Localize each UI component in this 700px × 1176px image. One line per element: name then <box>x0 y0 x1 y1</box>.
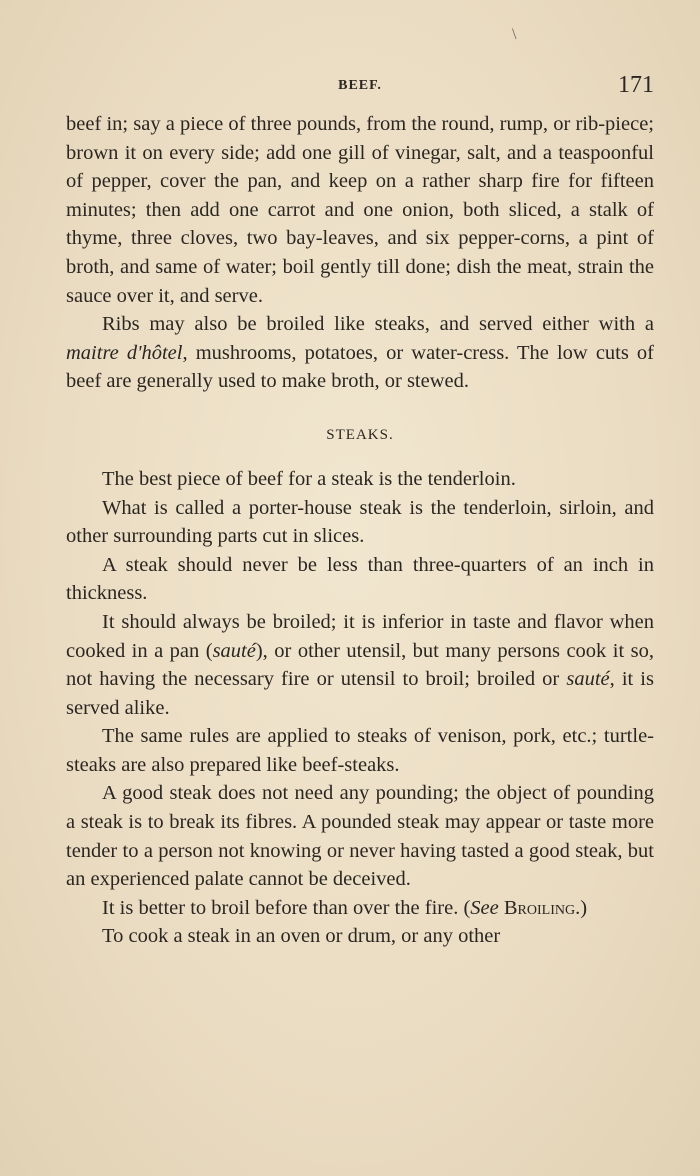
italic-term: sauté <box>212 639 256 662</box>
section-heading-steaks: STEAKS. <box>326 426 394 443</box>
text-run: , it is served alike. <box>66 668 654 719</box>
margin-mark: \ <box>512 26 517 43</box>
italic-term: See <box>470 896 499 919</box>
paragraph-continuation: beef in; say a piece of three pounds, from the round, rump, or rib-piece; brown it on every side; add one gill of vinegar, salt, and a teaspoonful of pepper, cover the pan, and keep on a rather sharp fire for fifteen minutes; then add one carrot and one onion, both sliced, a stalk of thyme, three cloves, two bay-leaves, and six pepper-corns, a pint of broth, and same of water; boil gently till done; dish the meat, strain the sauce over it, and serve. <box>66 113 654 307</box>
text-run: , mushrooms, potatoes, or water-cress. The low cuts of beef are generally used to make broth, or stewed. <box>66 341 655 393</box>
paragraph-oven: To cook a steak in an oven or drum, or any other <box>102 925 501 948</box>
cross-reference: Broiling <box>503 896 576 919</box>
paragraph-broil-before <box>66 894 654 923</box>
text-run: It should always be broiled; it is inferior in taste and flavor when cooked in a pan ( <box>66 610 654 662</box>
body-text <box>66 110 654 951</box>
text-run: ), or other utensil, but many persons cook it so, not having the necessary fire or utensil to broil; broiled or <box>66 639 654 691</box>
text-run: Ribs may also be broiled like steaks, and served either with a <box>102 313 654 336</box>
paragraph-same-rules: The same rules are applied to steaks of venison, pork, etc.; turtle-steaks are also prepared like beef-steaks. <box>66 725 654 776</box>
italic-term: sauté <box>566 668 610 691</box>
paragraph-porter-house: What is called a porter-house steak is the tenderloin, sirloin, and other surrounding parts cut in slices. <box>66 496 654 548</box>
italic-term: maitre d'hôtel <box>66 341 183 364</box>
text-run: .) <box>575 896 588 919</box>
page-header <box>66 72 654 106</box>
paragraph-thickness: A steak should never be less than three-quarters of an inch in thickness. <box>66 553 654 605</box>
page-number: 171 <box>618 72 654 98</box>
paragraph-pounding: A good steak does not need any pounding; the object of pounding a steak is to break its fibres. A pounded steak may appear or taste more tender to a person not knowing or never having tasted a good steak, but an experienced palate cannot be deceived. <box>66 782 654 891</box>
paragraph-ribs <box>66 310 654 396</box>
text-run: It is better to broil before than over the fire. ( <box>102 896 471 919</box>
running-head: BEEF. <box>338 78 382 93</box>
paragraph-steak-best-piece: The best piece of beef for a steak is the tenderloin. <box>102 467 516 490</box>
paragraph-broiled <box>66 608 654 722</box>
